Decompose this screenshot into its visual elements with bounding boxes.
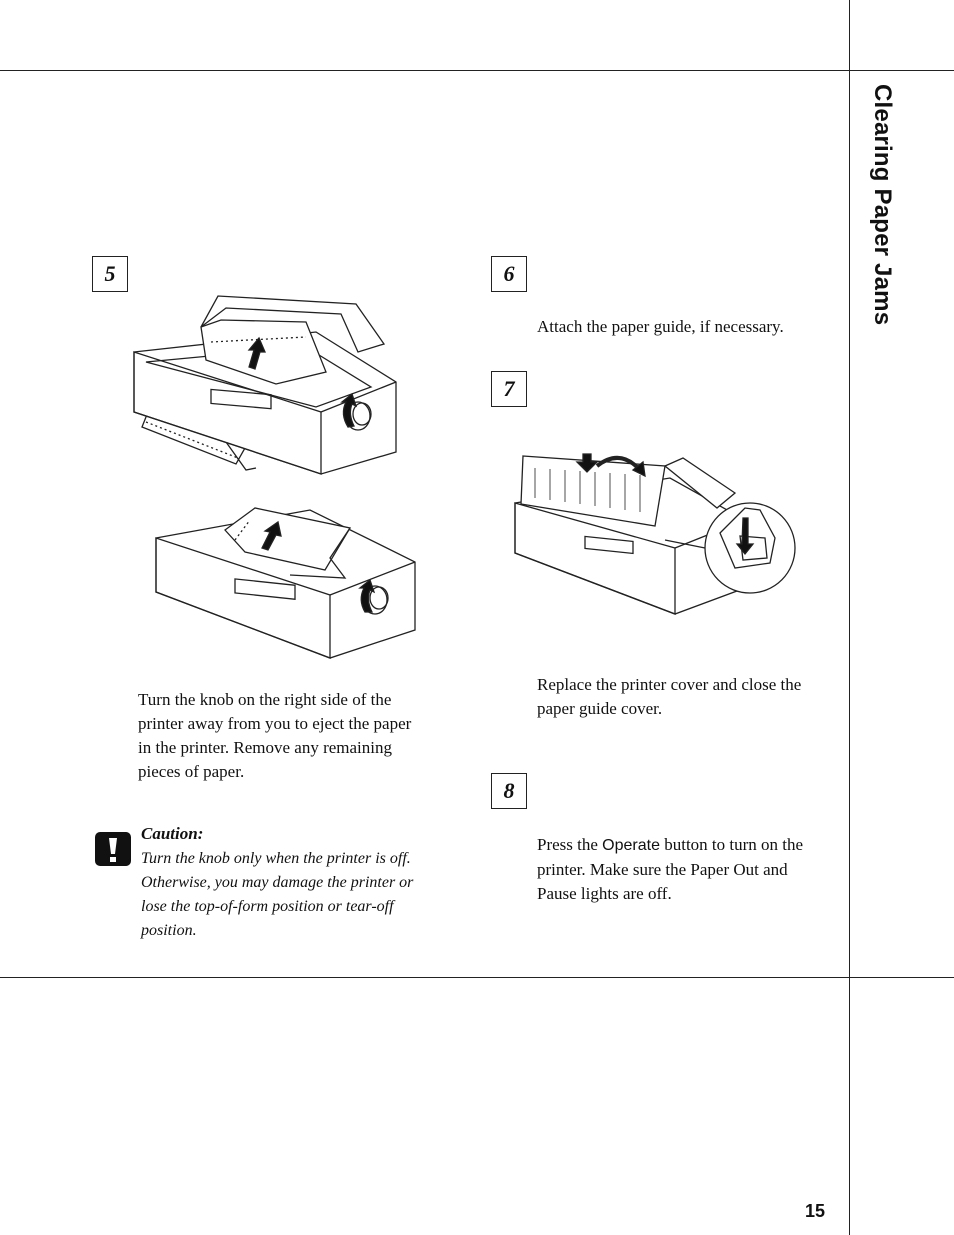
caution-icon: [95, 832, 131, 866]
operate-button-label: Operate: [602, 837, 660, 854]
step-5-instructions: Turn the knob on the right side of the printer away from you to eject the paper in the printer. Remove any remaining pieces of paper.: [138, 690, 412, 781]
step-5-number: 5: [92, 256, 128, 292]
caution-text: Turn the knob only when the printer is off. Otherwise, you may damage the printer or lose the top-of-form position or tear-off position.: [141, 850, 414, 939]
step-7-number: 7: [491, 371, 527, 407]
printer-illustration-cover: [505, 448, 800, 618]
section-title: Clearing Paper Jams: [869, 84, 896, 326]
printer-illustration-knob-bottom: [150, 500, 420, 662]
margin-rule: [849, 0, 850, 1235]
footer-rule: [0, 977, 954, 978]
step-6-instructions: Attach the paper guide, if necessary.: [537, 317, 784, 336]
step-8-number: 8: [491, 773, 527, 809]
page-number: 15: [805, 1201, 826, 1221]
step-8-text-after: button to turn on the printer. Make sure the Paper Out and Pause lights are off.: [537, 835, 804, 903]
step-8-instructions: [537, 833, 822, 906]
step-7-instructions: Replace the printer cover and close the paper guide cover.: [537, 675, 802, 718]
caution-title: Caution:: [141, 824, 204, 843]
printer-illustration-knob-top: [126, 292, 401, 478]
header-rule: [0, 70, 954, 71]
step-6-number: 6: [491, 256, 527, 292]
step-8-text-before: Press the: [537, 835, 603, 854]
